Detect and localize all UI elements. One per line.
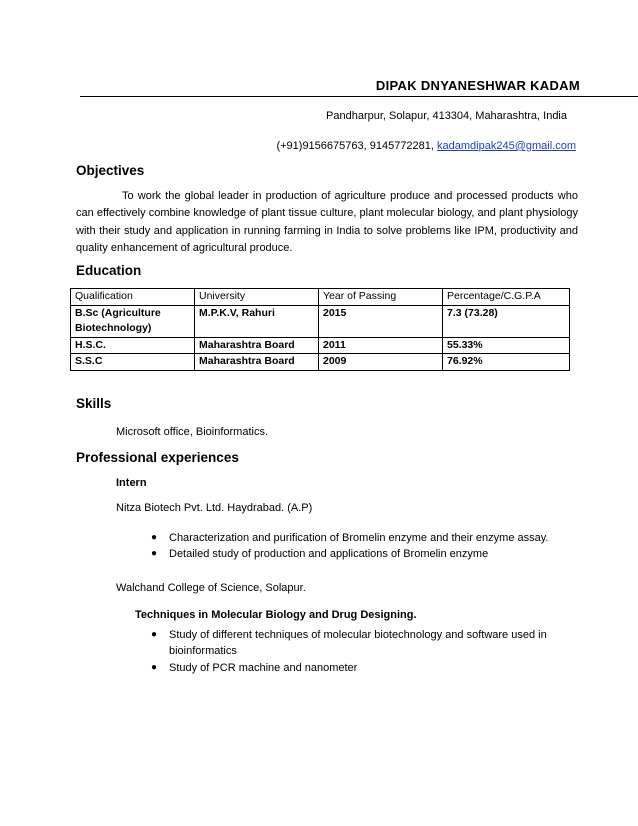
phone-numbers: (+91)9156675763, 9145772281, bbox=[276, 140, 438, 152]
objectives-text bbox=[76, 188, 578, 257]
table-cell: 7.3 (73.28) bbox=[443, 305, 570, 337]
skills-text: Microsoft office, Bioinformatics. bbox=[116, 426, 269, 438]
bullet-icon: ● bbox=[151, 629, 158, 640]
column-header: Qualification bbox=[71, 289, 195, 306]
bullet-icon: ● bbox=[151, 532, 158, 543]
objectives-heading: Objectives bbox=[76, 163, 145, 178]
role-title: Intern bbox=[116, 477, 147, 489]
address: Pandharpur, Solapur, 413304, Maharashtra, India bbox=[326, 110, 567, 122]
table-cell: 2009 bbox=[319, 354, 443, 371]
college-name: Walchand College of Science, Solapur. bbox=[116, 582, 306, 594]
skills-heading: Skills bbox=[76, 396, 112, 411]
table-row bbox=[71, 354, 570, 371]
table-cell: B.Sc (Agriculture Biotechnology) bbox=[71, 305, 195, 337]
table-row bbox=[71, 305, 570, 337]
bullet-icon: ● bbox=[151, 548, 158, 559]
table-header-row bbox=[71, 289, 570, 306]
training-topic: Techniques in Molecular Biology and Drug Designing. bbox=[135, 609, 417, 621]
table-cell: 2011 bbox=[319, 337, 443, 354]
company-name: Nitza Biotech Pvt. Ltd. Haydrabad. (A.P) bbox=[116, 502, 313, 514]
table-cell: Maharashtra Board bbox=[195, 354, 319, 371]
objectives-paragraph: To work the global leader in production of agriculture produce and processed products who can effectively combine knowledge of plant tissue culture, plant molecular biology, and plant physiology with their study and application in running farming in India to solve problems like IPM, productivity and quality enhancement of agricultural produce. bbox=[76, 190, 578, 254]
education-table bbox=[70, 288, 570, 371]
email-link[interactable]: kadamdipak245@gmail.com bbox=[437, 140, 576, 152]
table-cell: S.S.C bbox=[71, 354, 195, 371]
header-divider bbox=[80, 96, 638, 97]
table-row bbox=[71, 337, 570, 354]
column-header: University bbox=[195, 289, 319, 306]
table-cell: M.P.K.V, Rahuri bbox=[195, 305, 319, 337]
candidate-name: DIPAK DNYANESHWAR KADAM bbox=[375, 78, 580, 93]
experience-heading: Professional experiences bbox=[76, 450, 239, 465]
table-cell: 55.33% bbox=[443, 337, 570, 354]
column-header: Percentage/C.G.P.A bbox=[443, 289, 570, 306]
contact-line bbox=[0, 140, 576, 152]
education-heading: Education bbox=[76, 263, 142, 278]
table-cell: 2015 bbox=[319, 305, 443, 337]
column-header: Year of Passing bbox=[319, 289, 443, 306]
table-cell: H.S.C. bbox=[71, 337, 195, 354]
table-cell: 76.92% bbox=[443, 354, 570, 371]
table-cell: Maharashtra Board bbox=[195, 337, 319, 354]
bullet-icon: ● bbox=[151, 662, 158, 673]
